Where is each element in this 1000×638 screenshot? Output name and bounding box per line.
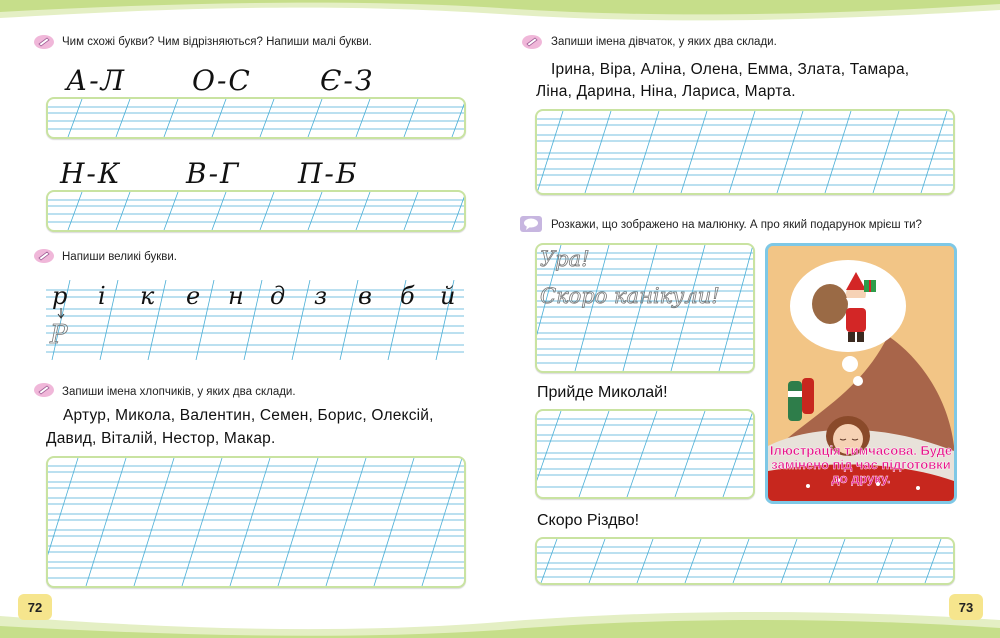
girls-names-line1: Ірина, Віра, Аліна, Олена, Емма, Злата, Тамара,	[551, 61, 910, 78]
letter-pair: В-Г	[186, 157, 241, 190]
writing-box[interactable]	[46, 190, 466, 232]
lowercase-letter: н	[228, 282, 246, 310]
lowercase-letter: р	[52, 282, 70, 310]
placeholder-notice: Ілюстрація тимчасова. Буде замінено під час підготовки до друку.	[769, 443, 953, 486]
top-decor-band	[0, 0, 1000, 26]
writing-box[interactable]	[46, 97, 466, 139]
letter-pair: А-Л	[66, 64, 127, 97]
caption-santa: Прийде Миколай!	[537, 384, 668, 401]
lowercase-letter: і	[98, 282, 108, 310]
task5-instruction: Розкажи, що зображено на малюнку. А про який подарунок мрієш ти?	[551, 219, 922, 231]
writing-box[interactable]	[535, 537, 955, 585]
lowercase-letter: б	[400, 282, 417, 310]
letter-pair: Є-З	[320, 64, 375, 97]
writing-box[interactable]	[535, 409, 755, 499]
lowercase-letter: д	[270, 282, 288, 310]
page-number-left: 72	[18, 594, 52, 620]
letter-pair: Н-К	[60, 157, 122, 190]
task4-instruction: Запиши імена дівчаток, у яких два склади.	[551, 36, 777, 48]
lowercase-letter: й	[440, 282, 458, 310]
task2-instruction: Напиши великі букви.	[62, 251, 177, 263]
bottom-decor-band	[0, 606, 1000, 638]
caption-christmas: Скоро Різдво!	[537, 512, 640, 529]
sample-phrase-2: Скоро канікули!	[540, 284, 720, 308]
boys-names-line2: Давид, Віталій, Нестор, Макар.	[46, 430, 276, 447]
sample-capital-letter: Р	[50, 320, 70, 350]
letter-pair: О-С	[192, 64, 252, 97]
task1-instruction: Чим схожі букви? Чим відрізняються? Напиши малі букви.	[62, 36, 372, 48]
letter-pair: П-Б	[298, 157, 359, 190]
boys-names-line1: Артур, Микола, Валентин, Семен, Борис, Олексій,	[63, 407, 434, 424]
speech-bubble-icon	[520, 216, 542, 232]
lowercase-letter: е	[186, 282, 203, 310]
christmas-illustration	[765, 243, 957, 504]
girls-names-line2: Ліна, Дарина, Ніна, Лариса, Марта.	[536, 83, 796, 100]
arrow-down-icon	[57, 308, 65, 320]
writing-box[interactable]	[535, 109, 955, 195]
page-number-right: 73	[949, 594, 983, 620]
pencil-icon	[521, 34, 543, 50]
writing-box[interactable]	[46, 456, 466, 588]
sample-phrase-1: Ура!	[540, 247, 590, 271]
lowercase-letter: в	[358, 282, 374, 310]
pencil-icon	[33, 34, 55, 50]
pencil-icon	[33, 382, 55, 398]
lowercase-letter: к	[140, 282, 157, 310]
lowercase-letter: з	[314, 282, 330, 310]
pencil-icon	[33, 248, 55, 264]
task3-instruction: Запиши імена хлопчиків, у яких два склади.	[62, 386, 296, 398]
